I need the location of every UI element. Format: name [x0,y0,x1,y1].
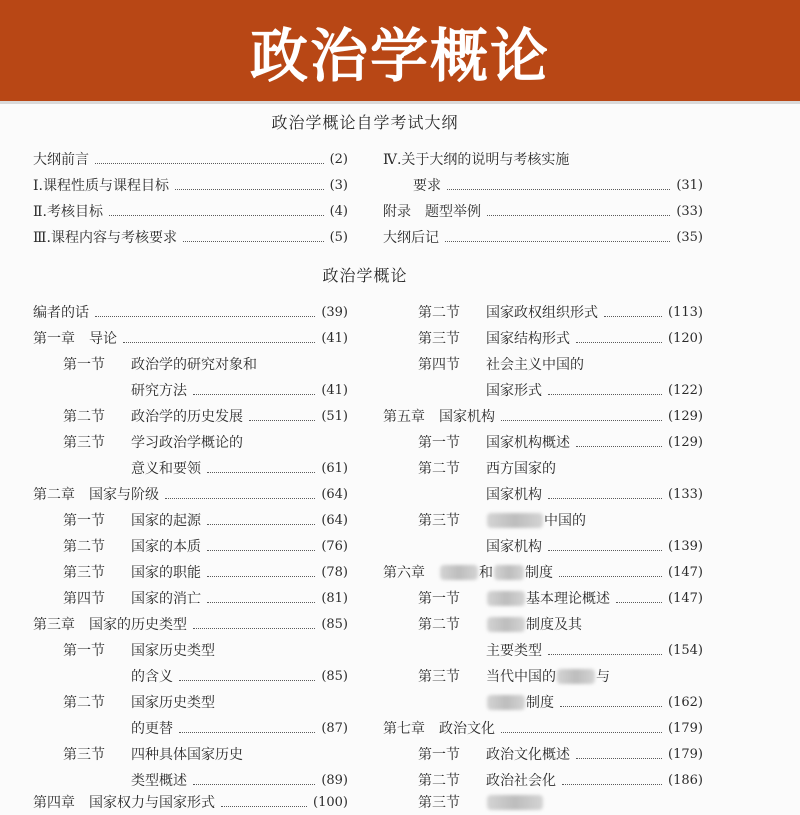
leader-dots [109,215,324,216]
leader-dots [193,394,315,395]
entry-label: 社会主义中国的 [486,357,584,373]
leader-dots [175,189,324,190]
toc-entry[interactable] [418,789,703,815]
section-number: 第二节 [63,539,105,555]
leader-dots [95,316,315,317]
leader-dots [548,550,662,551]
toc-entry[interactable] [418,351,703,377]
section-number: 第一节 [418,591,460,607]
entry-page: (41) [321,330,348,346]
leader-dots [193,784,315,785]
entry-page: (154) [668,642,703,658]
redacted-text [487,695,525,710]
toc-entry[interactable] [418,585,703,611]
toc-entry[interactable] [131,377,348,403]
entry-label: 附录 题型举例 [383,204,481,220]
leader-dots [193,628,315,629]
entry-page: (179) [668,720,703,736]
entry-label: 大纲后记 [383,230,439,246]
entry-page: (122) [668,382,703,398]
entry-label: 四种具体国家历史 [131,747,243,763]
section-number: 第一节 [418,747,460,763]
section-number: 第二节 [418,617,460,633]
leader-dots [207,550,315,551]
toc-entry[interactable] [63,351,348,377]
entry-page: (113) [668,304,703,320]
section-number: 第二节 [418,305,460,321]
banner-title: 政治学概论 [249,21,550,90]
section-number: 第一节 [418,435,460,451]
toc-entry[interactable] [486,637,703,663]
entry-label: 主要类型 [486,643,542,659]
toc-entry[interactable] [63,585,348,611]
entry-page: (5) [329,229,348,245]
entry-label: 国家历史类型 [131,695,215,711]
toc-entry[interactable] [418,325,703,351]
entry-label: 的含义 [131,669,173,685]
entry-page: (179) [668,746,703,762]
section-number: 第二节 [418,773,460,789]
entry-label: 政治学的研究对象和 [131,357,257,373]
entry-label: Ⅱ.考核目标 [33,204,103,220]
entry-label: 西方国家的 [486,461,556,477]
leader-dots [576,758,662,759]
entry-page: (133) [668,486,703,502]
leader-dots [207,576,315,577]
entry-page: (147) [668,590,703,606]
leader-dots [249,420,315,421]
entry-page: (120) [668,330,703,346]
redacted-text [487,795,543,810]
book-heading: 政治学概论 [322,266,408,285]
toc-entry[interactable] [486,533,703,559]
entry-label: Ⅳ.关于大纲的说明与考核实施 [383,152,570,168]
toc-entry[interactable] [33,198,348,224]
section-number: 第四节 [418,357,460,373]
leader-dots [616,602,662,603]
entry-label: 国家政权组织形式 [486,305,598,321]
entry-label: Ⅰ.课程性质与课程目标 [33,178,169,194]
leader-dots [95,163,324,164]
title-banner [0,0,800,101]
entry-label: 中国的 [544,513,586,529]
entry-page: (87) [321,720,348,736]
leader-dots [165,498,315,499]
entry-label: 学习政治学概论的 [131,435,243,451]
entry-label: 第二章 国家与阶级 [33,487,159,503]
toc-entry[interactable] [33,325,348,351]
entry-page: (31) [676,177,703,193]
entry-page: (51) [321,408,348,424]
entry-label: 要求 [413,178,441,194]
section-number: 第三节 [63,435,105,451]
toc-entry[interactable] [33,481,348,507]
entry-label-b: 与 [596,669,610,685]
entry-page: (139) [668,538,703,554]
section-number: 第三节 [63,747,105,763]
entry-label: 基本理论概述 [526,591,610,607]
toc-entry[interactable] [33,299,348,325]
toc-entry[interactable] [63,507,348,533]
redacted-text [557,669,595,684]
entry-label: 意义和要领 [131,461,201,477]
entry-page: (3) [329,177,348,193]
entry-label: 国家的本质 [131,539,201,555]
toc-entry[interactable] [383,559,703,585]
entry-label: 国家机构 [486,487,542,503]
entry-label: 政治学的历史发展 [131,409,243,425]
entry-label: 政治文化概述 [486,747,570,763]
leader-dots [562,784,662,785]
leader-dots [207,602,315,603]
entry-label: 国家历史类型 [131,643,215,659]
leader-dots [445,241,670,242]
banner-divider [0,101,800,104]
toc-entry[interactable] [486,481,703,507]
leader-dots [501,732,662,733]
entry-label: 类型概述 [131,773,187,789]
toc-entry[interactable] [63,533,348,559]
toc-entry[interactable] [63,429,348,455]
toc-entry[interactable] [418,741,703,767]
entry-page: (129) [668,434,703,450]
leader-dots [501,420,662,421]
toc-entry[interactable] [486,377,703,403]
entry-page: (33) [676,203,703,219]
entry-label: 研究方法 [131,383,187,399]
toc-entry[interactable] [418,429,703,455]
outline-heading: 政治学概论自学考试大纲 [271,113,459,132]
toc-entry[interactable] [383,715,703,741]
toc-entry[interactable] [383,403,703,429]
entry-label: 大纲前言 [33,152,89,168]
toc-entry[interactable] [63,403,348,429]
section-number: 第一节 [63,513,105,529]
leader-dots [447,189,670,190]
leader-dots [179,680,315,681]
toc-entry[interactable] [418,455,703,481]
entry-label: 政治社会化 [486,773,556,789]
entry-label: 当代中国的 [486,669,556,685]
toc-entry[interactable] [63,741,348,767]
redacted-text [487,591,525,606]
leader-dots [548,498,662,499]
toc-entry[interactable] [418,507,703,533]
leader-dots [576,342,662,343]
entry-label: 国家机构概述 [486,435,570,451]
toc-entry[interactable] [131,715,348,741]
entry-page: (41) [321,382,348,398]
toc-entry[interactable] [418,299,703,325]
entry-label: 第七章 政治文化 [383,721,495,737]
leader-dots [487,215,670,216]
redacted-text [440,565,478,580]
section-number: 第三节 [63,565,105,581]
entry-page: (61) [321,460,348,476]
leader-dots [207,524,315,525]
toc-entry[interactable] [33,172,348,198]
entry-label: 制度 [526,695,554,711]
entry-page: (64) [321,512,348,528]
entry-page: (85) [321,616,348,632]
redacted-text [487,513,543,528]
leader-dots [560,706,662,707]
entry-page: (78) [321,564,348,580]
entry-page: (186) [668,772,703,788]
entry-page: (4) [329,203,348,219]
leader-dots [604,316,662,317]
entry-page: (76) [321,538,348,554]
leader-dots [548,654,662,655]
leader-dots [123,342,315,343]
entry-label: 制度及其 [526,617,582,633]
toc-entry[interactable] [131,455,348,481]
entry-label-c: 制度 [525,565,553,581]
entry-page: (64) [321,486,348,502]
toc-entry[interactable] [486,689,703,715]
entry-page: (162) [668,694,703,710]
leader-dots [548,394,662,395]
toc-entry[interactable] [33,146,348,172]
entry-label: 的更替 [131,721,173,737]
section-number: 第二节 [418,461,460,477]
entry-label: 国家的起源 [131,513,201,529]
toc-entry[interactable] [383,198,703,224]
entry-label: 国家的职能 [131,565,201,581]
entry-label: 国家结构形式 [486,331,570,347]
leader-dots [183,241,324,242]
leader-dots [207,472,315,473]
entry-label: 第五章 国家机构 [383,409,495,425]
entry-label: 第六章 [383,565,425,581]
section-number: 第一节 [63,643,105,659]
entry-page: (35) [676,229,703,245]
toc-entry[interactable] [418,663,703,689]
toc-entry[interactable] [33,224,348,250]
redacted-text [494,565,524,580]
section-number: 第三节 [418,331,460,347]
toc-entry[interactable] [383,224,703,250]
section-number: 第一节 [63,357,105,373]
toc-entry[interactable] [63,689,348,715]
entry-label: 第一章 导论 [33,331,117,347]
entry-page: (81) [321,590,348,606]
redacted-text [487,617,525,632]
entry-page: (89) [321,772,348,788]
entry-label: 国家的消亡 [131,591,201,607]
section-number: 第三节 [418,795,460,811]
entry-label: 国家机构 [486,539,542,555]
section-number: 第二节 [63,695,105,711]
toc-entry[interactable] [63,559,348,585]
entry-label: 第四章 国家权力与国家形式 [33,795,215,811]
entry-label: 国家形式 [486,383,542,399]
entry-label: Ⅲ.课程内容与考核要求 [33,230,177,246]
toc-entry[interactable] [33,789,348,815]
leader-dots [559,576,662,577]
entry-page: (147) [668,564,703,580]
entry-page: (39) [321,304,348,320]
section-number: 第三节 [418,669,460,685]
entry-page: (85) [321,668,348,684]
entry-page: (129) [668,408,703,424]
entry-label: 编者的话 [33,305,89,321]
toc-entry[interactable] [413,172,703,198]
entry-label: 第三章 国家的历史类型 [33,617,187,633]
leader-dots [179,732,315,733]
leader-dots [576,446,662,447]
entry-page: (100) [313,794,348,810]
toc-entry[interactable] [33,611,348,637]
section-number: 第二节 [63,409,105,425]
toc-entry[interactable] [63,637,348,663]
toc-entry[interactable] [383,146,703,172]
section-number: 第三节 [418,513,460,529]
leader-dots [221,806,307,807]
toc-entry[interactable] [418,611,703,637]
section-number: 第四节 [63,591,105,607]
toc-entry[interactable] [131,663,348,689]
entry-page: (2) [329,151,348,167]
entry-label-b: 和 [479,565,493,581]
